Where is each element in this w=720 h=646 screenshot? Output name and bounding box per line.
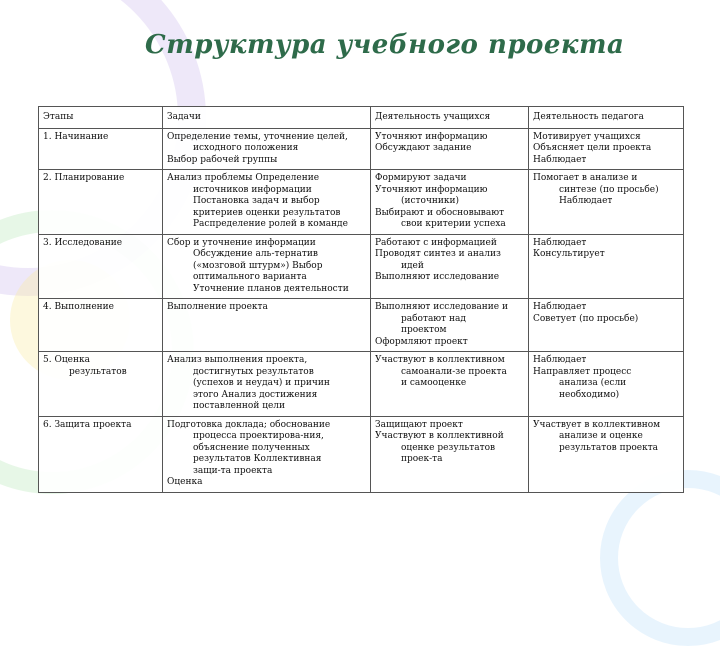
teacher-activity-cell <box>529 416 684 492</box>
student-activity-cell <box>371 234 529 299</box>
teacher-activity-cell <box>529 170 684 235</box>
column-header-student-activity: Деятельность учащихся <box>371 107 529 129</box>
tasks-cell <box>163 299 371 352</box>
tasks-cell <box>163 234 371 299</box>
cell-text-line: Уточняют информацию <box>375 184 488 195</box>
cell-text-line: Выполнение проекта <box>167 302 268 312</box>
cell-text-line: Проводят синтез и анализ <box>375 249 501 259</box>
stage-cell <box>39 234 163 299</box>
cell-text-line: Защищают проект <box>375 419 463 430</box>
cell-text-line: оценке результатов <box>401 442 496 453</box>
cell-text-line: анализа (если <box>559 378 627 388</box>
stage-cell <box>39 299 163 352</box>
cell-text-line: оптимального варианта <box>193 272 307 282</box>
cell-text-line: Наблюдает <box>533 355 587 365</box>
teacher-activity-cell <box>529 234 684 299</box>
cell-text-line: работают над <box>401 313 466 324</box>
cell-text-line: результатов Коллективная <box>193 454 322 464</box>
cell-text-line: 6. Защита проекта <box>43 419 132 430</box>
cell-text-line: процесса проектирова-ния, <box>193 431 324 441</box>
cell-text-line: синтезе (по просьбе) <box>559 184 659 195</box>
cell-text-line: Постановка задач и выбор <box>193 196 320 206</box>
student-activity-cell <box>371 170 529 235</box>
cell-text-line: Формируют задачи <box>375 173 467 183</box>
cell-text-line: Анализ проблемы Определение <box>167 173 320 183</box>
cell-text-line: (источники) <box>401 196 460 206</box>
cell-text-line: 1. Начинание <box>43 131 109 142</box>
table-row <box>39 352 684 417</box>
cell-text-line: источников информации <box>193 184 312 195</box>
cell-text-line: объяснение полученных <box>193 442 310 453</box>
background-decoration <box>600 470 720 646</box>
cell-text-line: Мотивирует учащихся <box>533 131 641 142</box>
cell-text-line: Выбирают и обосновывают <box>375 207 505 218</box>
cell-text-line: Выполняют исследование <box>375 272 500 282</box>
cell-text-line: 2. Планирование <box>43 173 125 183</box>
cell-text-line: результатов проекта <box>559 442 659 453</box>
cell-text-line: Оценка <box>167 477 203 487</box>
cell-text-line: поставленной цели <box>193 401 286 411</box>
cell-text-line: 3. Исследование <box>43 237 123 248</box>
cell-text-line: Анализ выполнения проекта, <box>167 355 308 365</box>
cell-text-line: Помогает в анализе и <box>533 173 638 183</box>
table-row <box>39 234 684 299</box>
student-activity-cell <box>371 299 529 352</box>
cell-text-line: Наблюдает <box>533 302 587 312</box>
stage-cell <box>39 170 163 235</box>
cell-text-line: Наблюдает <box>533 154 587 165</box>
cell-text-line: защи-та проекта <box>193 465 273 476</box>
cell-text-line: Сбор и уточнение информации <box>167 237 316 248</box>
cell-text-line: анализе и оценке <box>559 431 643 441</box>
teacher-activity-cell <box>529 128 684 170</box>
cell-text-line: Направляет процесс <box>533 366 632 377</box>
cell-text-line: Распределение ролей в команде <box>193 219 348 229</box>
tasks-cell <box>163 352 371 417</box>
cell-text-line: Участвует в коллективном <box>533 419 661 430</box>
table-row <box>39 299 684 352</box>
student-activity-cell <box>371 416 529 492</box>
cell-text-line: достигнутых результатов <box>193 366 314 377</box>
tasks-cell <box>163 416 371 492</box>
cell-text-line: («мозговой штурм») Выбор <box>193 260 323 271</box>
cell-text-line: проектом <box>401 325 447 335</box>
cell-text-line: Уточнение планов деятельности <box>193 283 349 294</box>
tasks-cell <box>163 128 371 170</box>
cell-text-line: Советует (по просьбе) <box>533 313 639 324</box>
cell-text-line: Участвуют в коллективном <box>375 355 505 365</box>
cell-text-line: Наблюдает <box>533 237 587 248</box>
column-header-teacher-activity: Деятельность педагога <box>529 107 684 129</box>
project-structure-table <box>38 106 684 493</box>
cell-text-line: результатов <box>69 366 127 377</box>
column-header-tasks: Задачи <box>163 107 371 129</box>
cell-text-line: Работают с информацией <box>375 237 497 248</box>
table-header-row <box>39 107 684 129</box>
table-row <box>39 128 684 170</box>
teacher-activity-cell <box>529 352 684 417</box>
cell-text-line: 5. Оценка <box>43 355 90 365</box>
cell-text-line: Уточняют информацию <box>375 131 488 142</box>
cell-text-line: Оформляют проект <box>375 336 468 347</box>
cell-text-line: Обсуждение аль-тернатив <box>193 249 318 259</box>
cell-text-line: Обсуждают задание <box>375 143 472 153</box>
stage-cell <box>39 416 163 492</box>
tasks-cell <box>163 170 371 235</box>
teacher-activity-cell <box>529 299 684 352</box>
cell-text-line: исходного положения <box>193 143 299 153</box>
cell-text-line: Определение темы, уточнение целей, <box>167 131 348 142</box>
cell-text-line: Подготовка доклада; обоснование <box>167 419 331 430</box>
cell-text-line: Выбор рабочей группы <box>167 154 278 165</box>
stage-cell <box>39 352 163 417</box>
cell-text-line: Участвуют в коллективной <box>375 431 504 441</box>
student-activity-cell <box>371 352 529 417</box>
cell-text-line: Выполняют исследование и <box>375 302 508 312</box>
cell-text-line: Объясняет цели проекта <box>533 143 652 153</box>
cell-text-line: необходимо) <box>559 389 620 400</box>
column-header-stages: Этапы <box>39 107 163 129</box>
cell-text-line: самоанали-зе проекта <box>401 366 507 377</box>
cell-text-line: свои критерии успеха <box>401 219 506 229</box>
table-row <box>39 170 684 235</box>
page-title: Структура учебного проекта <box>145 30 625 60</box>
cell-text-line: Наблюдает <box>559 196 613 206</box>
stage-cell <box>39 128 163 170</box>
cell-text-line: критериев оценки результатов <box>193 207 341 218</box>
cell-text-line: идей <box>401 260 424 271</box>
cell-text-line: (успехов и неудач) и причин <box>193 378 330 388</box>
table-row <box>39 416 684 492</box>
cell-text-line: этого Анализ достижения <box>193 389 318 400</box>
cell-text-line: 4. Выполнение <box>43 302 115 312</box>
cell-text-line: Консультирует <box>533 249 605 259</box>
cell-text-line: проек-та <box>401 454 443 464</box>
cell-text-line: и самооценке <box>401 378 467 388</box>
student-activity-cell <box>371 128 529 170</box>
